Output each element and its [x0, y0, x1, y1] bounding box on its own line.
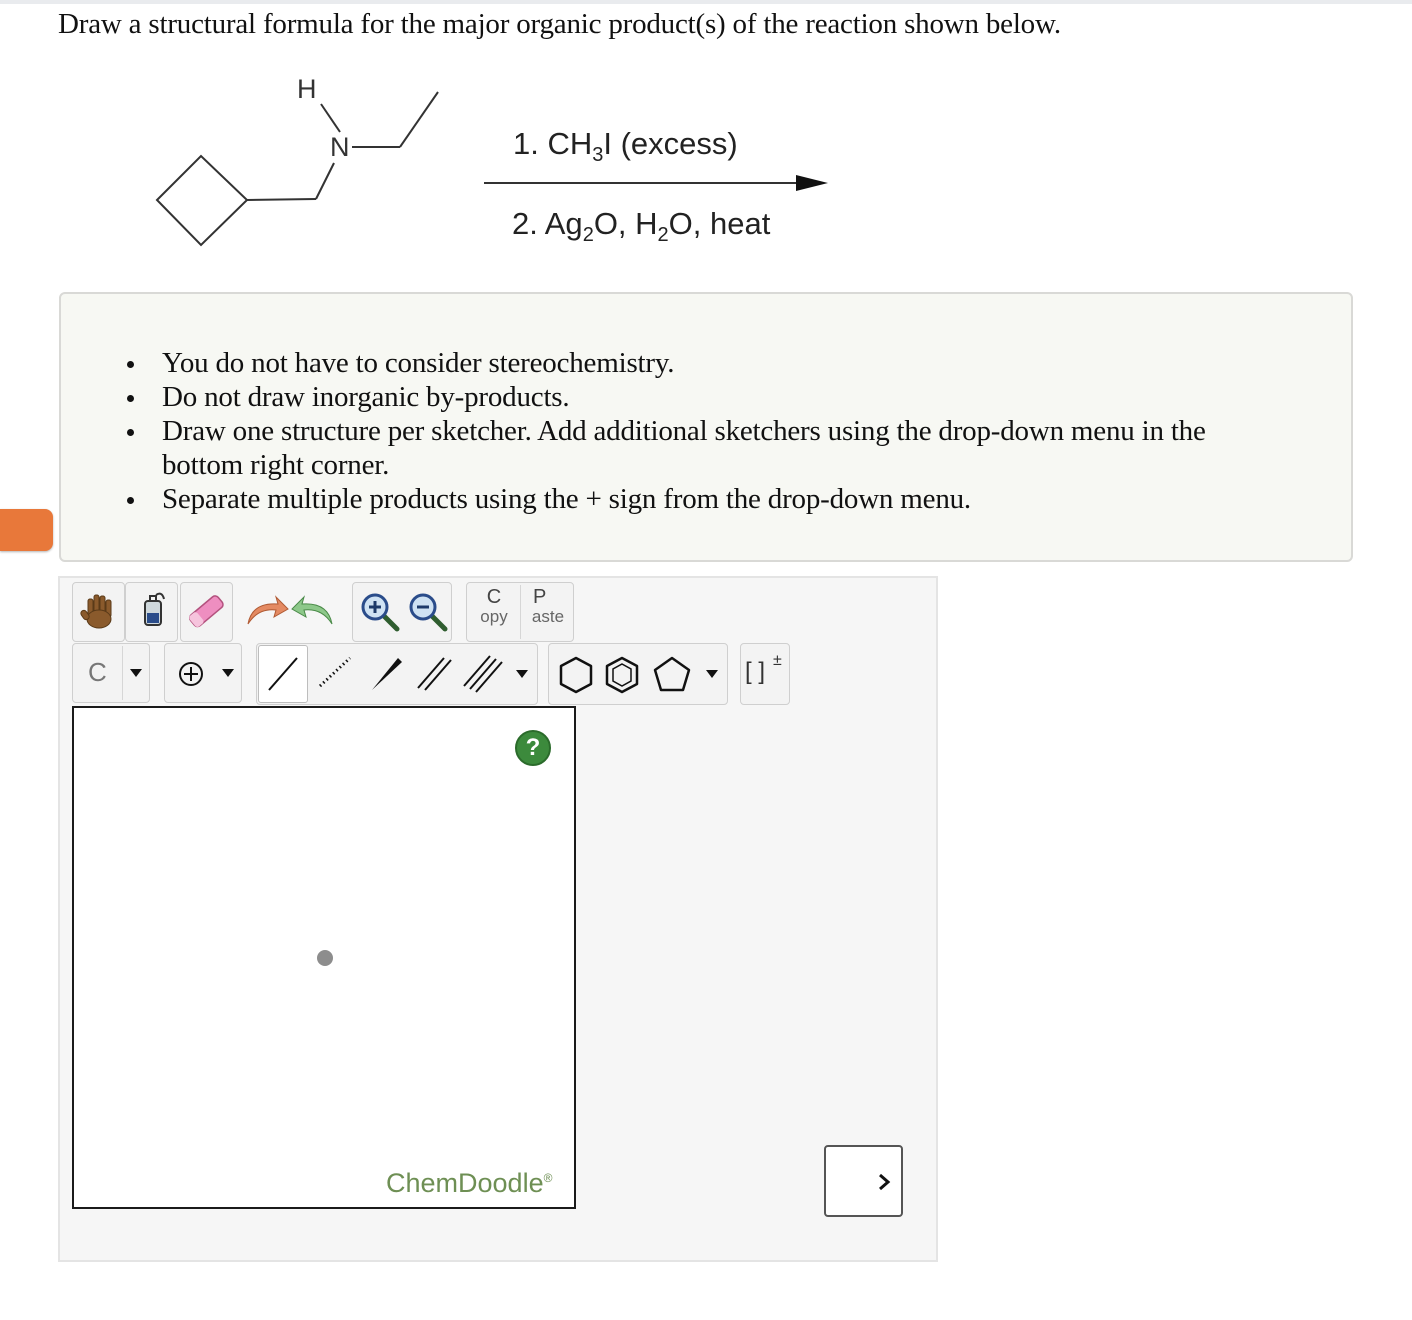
divider [520, 585, 521, 639]
chevron-right-icon [876, 1173, 892, 1191]
clear-tool-button[interactable] [125, 582, 178, 642]
positive-charge-icon [177, 660, 205, 688]
nitrogen-atom-label: N [330, 132, 350, 162]
benzene-button[interactable] [597, 646, 647, 702]
reagent-step-2: 2. $Ag_2O$, $H_2O$, heat [512, 206, 771, 247]
double-bond-icon [410, 646, 458, 702]
help-button[interactable]: ? [515, 730, 551, 766]
wedge-bond-button[interactable] [361, 645, 411, 703]
cyclopentane-icon [648, 646, 696, 702]
reagent-step-1: 1. $CH_3I$ (excess) [513, 126, 738, 167]
chevron-down-icon[interactable] [515, 669, 529, 679]
hashed-bond-button[interactable] [311, 645, 361, 703]
triple-bond-button[interactable] [457, 645, 507, 703]
cyclohexane-icon [552, 646, 600, 702]
redo-button[interactable] [290, 584, 342, 640]
undo-button[interactable] [238, 584, 290, 640]
triple-bond-icon [458, 646, 506, 702]
drawing-canvas[interactable] [72, 706, 576, 1209]
bracket-charge-button[interactable] [740, 643, 790, 705]
atom-selector[interactable] [72, 643, 150, 703]
instruction-item: Do not draw inorganic by-products. [123, 380, 1283, 414]
ring-tools-group [548, 643, 728, 705]
chemdoodle-logo: ChemDoodle® [386, 1168, 553, 1198]
divider [122, 646, 123, 700]
wedge-bond-icon [362, 646, 410, 702]
redo-icon [290, 584, 342, 640]
eraser-tool-button[interactable] [180, 582, 233, 642]
zoom-out-icon [403, 585, 451, 639]
eraser-icon [181, 583, 232, 641]
question-text: Draw a structural formula for the major organic product(s) of the reaction shown below. [58, 8, 1061, 40]
single-bond-button[interactable] [258, 645, 308, 703]
copy-label-top: C [486, 586, 502, 608]
cyclobutane-ring [157, 156, 247, 245]
top-divider [0, 0, 1412, 4]
add-sketcher-dropdown[interactable] [824, 1145, 903, 1217]
instruction-item: Draw one structure per sketcher. Add additional sketchers using the drop-down menu in the bottom right corner. [123, 414, 1283, 482]
reaction-scheme [140, 70, 860, 260]
undo-icon [238, 584, 290, 640]
clipboard-group [466, 582, 574, 642]
instructions-box [59, 292, 1353, 562]
hydrogen-atom-label: H [297, 74, 317, 104]
chevron-down-icon [129, 668, 143, 678]
bond-tools-group [256, 643, 538, 705]
paste-button[interactable] [523, 587, 573, 637]
single-bond-icon [259, 646, 307, 702]
zoom-in-icon [355, 585, 403, 639]
instruction-item: Separate multiple products using the + sign from the drop-down menu. [123, 482, 1283, 516]
hashed-bond-icon [312, 646, 360, 702]
atom-label: C [88, 657, 107, 687]
copy-button[interactable] [469, 587, 519, 637]
copy-label-bottom: opy [480, 607, 508, 626]
hand-icon [73, 583, 124, 641]
zoom-in-button[interactable] [355, 585, 403, 639]
benzene-icon [598, 646, 646, 702]
bracket-label: [ ] [745, 658, 766, 685]
double-bond-button[interactable] [409, 645, 459, 703]
zoom-out-button[interactable] [403, 585, 451, 639]
charge-selector[interactable] [164, 643, 242, 703]
side-tab[interactable] [0, 509, 53, 551]
chevron-down-icon [221, 668, 235, 678]
zoom-group [352, 582, 452, 642]
paste-label-top: P [533, 586, 547, 608]
canvas-cursor-dot [317, 950, 333, 966]
chevron-down-icon[interactable] [705, 669, 719, 679]
cyclopentane-button[interactable] [647, 646, 697, 702]
paste-label-bottom: aste [531, 607, 565, 626]
instruction-item: You do not have to consider stereochemistry. [123, 346, 1283, 380]
bracket-charge-label: ± [773, 652, 782, 669]
pan-tool-button[interactable] [72, 582, 125, 642]
clear-bottle-icon [126, 583, 177, 641]
cyclohexane-button[interactable] [551, 646, 601, 702]
instructions-list [123, 346, 1283, 516]
